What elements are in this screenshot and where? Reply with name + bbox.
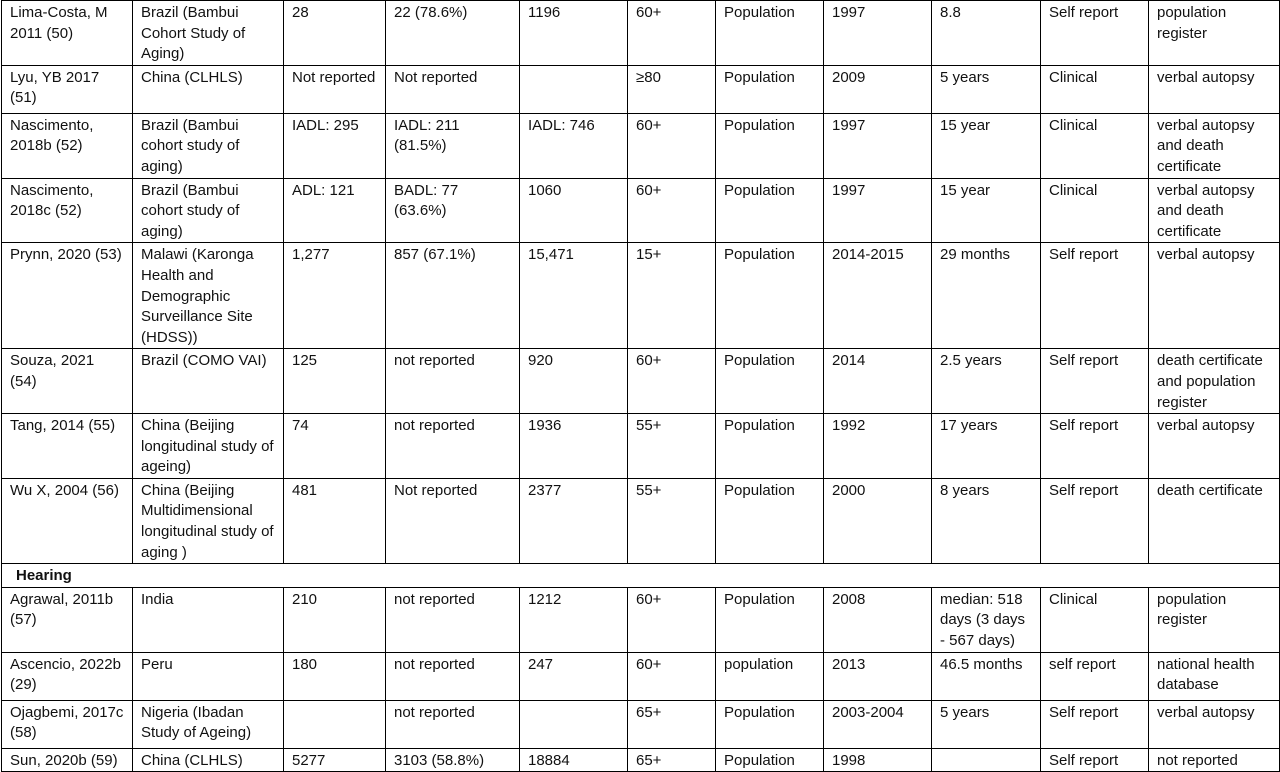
cell-mortality-source: population register (1149, 1, 1280, 66)
cell-age: 60+ (628, 1, 716, 66)
table-row (2, 414, 1280, 479)
cell-study: Nascimento, 2018b (52) (2, 113, 133, 178)
cell-study: Sun, 2020b (59) (2, 748, 133, 772)
cell-deaths: not reported (386, 652, 520, 700)
table-row (2, 178, 1280, 243)
cell-age: 60+ (628, 587, 716, 652)
cell-mortality-source: not reported (1149, 748, 1280, 772)
cell-mortality-source: national health database (1149, 652, 1280, 700)
cell-total: 247 (520, 652, 628, 700)
cell-total: 1212 (520, 587, 628, 652)
table-row (2, 349, 1280, 414)
cell-setting: Population (716, 414, 824, 479)
cell-total: 18884 (520, 748, 628, 772)
cell-year: 1998 (824, 748, 932, 772)
cell-deaths: 857 (67.1%) (386, 243, 520, 349)
cell-age: 15+ (628, 243, 716, 349)
table-row (2, 587, 1280, 652)
cell-year: 2014-2015 (824, 243, 932, 349)
table-row (2, 700, 1280, 748)
cell-assessment: Clinical (1041, 65, 1149, 113)
cell-setting: Population (716, 178, 824, 243)
cell-year: 2000 (824, 478, 932, 563)
cell-total (520, 65, 628, 113)
cell-mortality-source: verbal autopsy (1149, 65, 1280, 113)
cell-follow-up: 15 year (932, 113, 1041, 178)
cell-study: Wu X, 2004 (56) (2, 478, 133, 563)
cell-total: 920 (520, 349, 628, 414)
cell-year: 1997 (824, 1, 932, 66)
cell-follow-up: 29 months (932, 243, 1041, 349)
cell-year: 2008 (824, 587, 932, 652)
cell-year: 1997 (824, 178, 932, 243)
table-row (2, 1, 1280, 66)
cell-country-cohort: Nigeria (Ibadan Study of Ageing) (133, 700, 284, 748)
cell-cases: 28 (284, 1, 386, 66)
cell-cases: 5277 (284, 748, 386, 772)
cell-assessment: Self report (1041, 1, 1149, 66)
cell-setting: Population (716, 700, 824, 748)
cell-follow-up: 5 years (932, 65, 1041, 113)
cell-total: IADL: 746 (520, 113, 628, 178)
cell-total: 1060 (520, 178, 628, 243)
cell-cases: 125 (284, 349, 386, 414)
cell-total: 15,471 (520, 243, 628, 349)
cell-follow-up: 8 years (932, 478, 1041, 563)
cell-study: Prynn, 2020 (53) (2, 243, 133, 349)
cell-cases: ADL: 121 (284, 178, 386, 243)
cell-country-cohort: China (CLHLS) (133, 748, 284, 772)
cell-country-cohort: India (133, 587, 284, 652)
cell-total: 1196 (520, 1, 628, 66)
cell-setting: Population (716, 1, 824, 66)
cell-assessment: Self report (1041, 349, 1149, 414)
cell-country-cohort: Brazil (Bambui cohort study of aging) (133, 178, 284, 243)
cell-cases (284, 700, 386, 748)
cell-assessment: Self report (1041, 243, 1149, 349)
cell-deaths: Not reported (386, 478, 520, 563)
cell-country-cohort: Malawi (Karonga Health and Demographic Surveillance Site (HDSS)) (133, 243, 284, 349)
cell-follow-up: 15 year (932, 178, 1041, 243)
table-row (2, 748, 1280, 772)
cell-mortality-source: verbal autopsy and death certificate (1149, 178, 1280, 243)
cell-follow-up: 17 years (932, 414, 1041, 479)
cell-setting: Population (716, 349, 824, 414)
section-header: Hearing (2, 564, 1280, 588)
cell-cases: IADL: 295 (284, 113, 386, 178)
cell-mortality-source: verbal autopsy (1149, 700, 1280, 748)
cell-setting: Population (716, 748, 824, 772)
cell-assessment: Self report (1041, 748, 1149, 772)
cell-study: Nascimento, 2018c (52) (2, 178, 133, 243)
study-table (1, 0, 1280, 772)
cell-follow-up: 2.5 years (932, 349, 1041, 414)
cell-assessment: Clinical (1041, 113, 1149, 178)
cell-mortality-source: population register (1149, 587, 1280, 652)
table-row (2, 243, 1280, 349)
cell-year: 2013 (824, 652, 932, 700)
cell-age: 60+ (628, 113, 716, 178)
cell-study: Lima-Costa, M 2011 (50) (2, 1, 133, 66)
cell-deaths: BADL: 77 (63.6%) (386, 178, 520, 243)
cell-year: 1992 (824, 414, 932, 479)
cell-assessment: Self report (1041, 414, 1149, 479)
cell-setting: population (716, 652, 824, 700)
cell-age: 55+ (628, 414, 716, 479)
cell-cases: Not reported (284, 65, 386, 113)
table-row (2, 652, 1280, 700)
cell-mortality-source: verbal autopsy (1149, 414, 1280, 479)
cell-cases: 1,277 (284, 243, 386, 349)
cell-cases: 74 (284, 414, 386, 479)
cell-deaths: not reported (386, 414, 520, 479)
cell-study: Lyu, YB 2017 (51) (2, 65, 133, 113)
cell-deaths: Not reported (386, 65, 520, 113)
cell-mortality-source: death certificate and population register (1149, 349, 1280, 414)
cell-country-cohort: Brazil (Bambui Cohort Study of Aging) (133, 1, 284, 66)
cell-mortality-source: death certificate (1149, 478, 1280, 563)
cell-age: 55+ (628, 478, 716, 563)
cell-assessment: Self report (1041, 700, 1149, 748)
cell-country-cohort: Peru (133, 652, 284, 700)
table-row (2, 113, 1280, 178)
cell-follow-up: 5 years (932, 700, 1041, 748)
cell-deaths: 3103 (58.8%) (386, 748, 520, 772)
cell-deaths: 22 (78.6%) (386, 1, 520, 66)
cell-age: ≥80 (628, 65, 716, 113)
cell-country-cohort: Brazil (Bambui cohort study of aging) (133, 113, 284, 178)
cell-follow-up: 46.5 months (932, 652, 1041, 700)
cell-assessment: self report (1041, 652, 1149, 700)
cell-age: 60+ (628, 652, 716, 700)
cell-assessment: Clinical (1041, 178, 1149, 243)
cell-deaths: not reported (386, 349, 520, 414)
cell-setting: Population (716, 113, 824, 178)
section-row (2, 564, 1280, 588)
cell-year: 2003-2004 (824, 700, 932, 748)
cell-follow-up: median: 518 days (3 days - 567 days) (932, 587, 1041, 652)
cell-study: Agrawal, 2011b (57) (2, 587, 133, 652)
cell-deaths: not reported (386, 587, 520, 652)
cell-setting: Population (716, 478, 824, 563)
cell-country-cohort: China (CLHLS) (133, 65, 284, 113)
cell-age: 65+ (628, 748, 716, 772)
cell-total: 2377 (520, 478, 628, 563)
cell-age: 65+ (628, 700, 716, 748)
cell-study: Ojagbemi, 2017c (58) (2, 700, 133, 748)
cell-mortality-source: verbal autopsy (1149, 243, 1280, 349)
cell-study: Souza, 2021 (54) (2, 349, 133, 414)
cell-assessment: Clinical (1041, 587, 1149, 652)
cell-study: Ascencio, 2022b (29) (2, 652, 133, 700)
cell-cases: 481 (284, 478, 386, 563)
cell-setting: Population (716, 587, 824, 652)
table-row (2, 65, 1280, 113)
cell-year: 2009 (824, 65, 932, 113)
table-row (2, 478, 1280, 563)
cell-assessment: Self report (1041, 478, 1149, 563)
cell-setting: Population (716, 243, 824, 349)
cell-country-cohort: China (Beijing Multidimensional longitudinal study of aging ) (133, 478, 284, 563)
cell-year: 1997 (824, 113, 932, 178)
cell-setting: Population (716, 65, 824, 113)
cell-cases: 210 (284, 587, 386, 652)
cell-follow-up (932, 748, 1041, 772)
cell-cases: 180 (284, 652, 386, 700)
cell-total: 1936 (520, 414, 628, 479)
cell-country-cohort: China (Beijing longitudinal study of ageing) (133, 414, 284, 479)
cell-study: Tang, 2014 (55) (2, 414, 133, 479)
cell-deaths: not reported (386, 700, 520, 748)
cell-age: 60+ (628, 178, 716, 243)
cell-country-cohort: Brazil (COMO VAI) (133, 349, 284, 414)
cell-follow-up: 8.8 (932, 1, 1041, 66)
cell-age: 60+ (628, 349, 716, 414)
cell-total (520, 700, 628, 748)
cell-deaths: IADL: 211 (81.5%) (386, 113, 520, 178)
cell-mortality-source: verbal autopsy and death certificate (1149, 113, 1280, 178)
cell-year: 2014 (824, 349, 932, 414)
table-body (2, 1, 1280, 772)
